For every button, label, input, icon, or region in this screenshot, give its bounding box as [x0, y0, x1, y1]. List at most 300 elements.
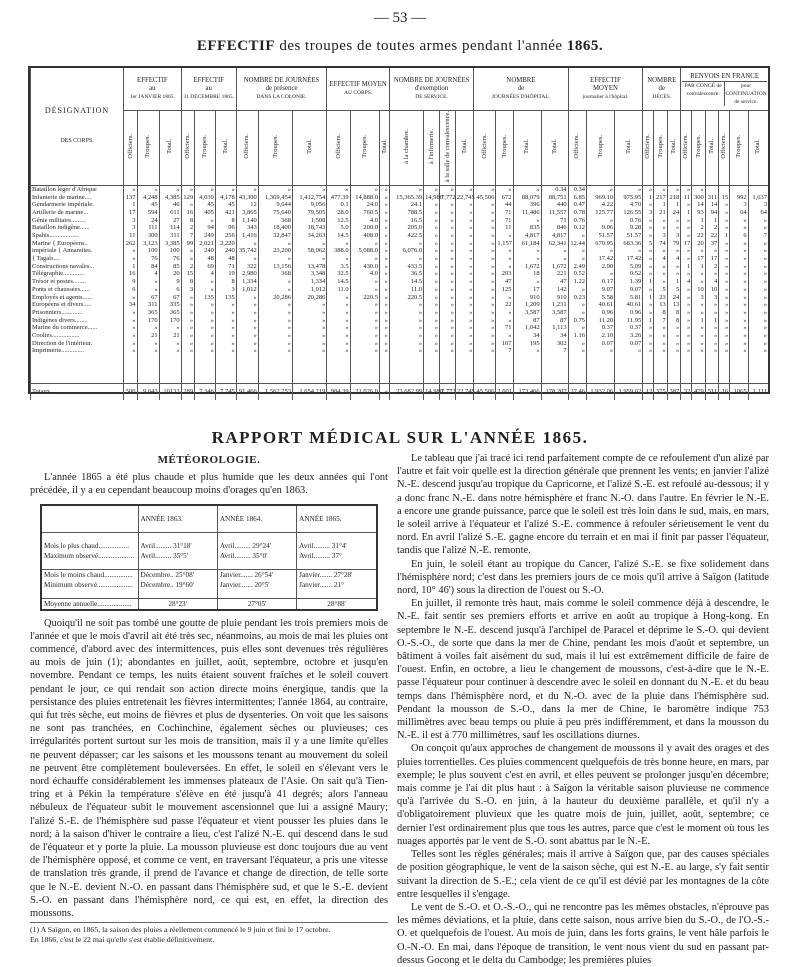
cell: 300: [137, 232, 159, 240]
cell: 511: [705, 384, 718, 401]
cell: 910: [513, 294, 541, 302]
cell: »: [719, 347, 730, 355]
cell: »: [705, 332, 718, 340]
cell: »: [667, 332, 681, 340]
subheader-label: Total.: [460, 139, 468, 155]
cell: 18,743: [293, 224, 327, 232]
cell: »: [124, 332, 137, 340]
cell: »: [455, 324, 473, 332]
cell: »: [730, 294, 748, 302]
cell: »: [424, 247, 440, 255]
cell: 1,157: [497, 239, 512, 247]
cell: »: [705, 270, 718, 278]
cell: 9,056: [293, 201, 327, 209]
cell: Avril......... 31°18': [138, 541, 217, 551]
cell: 396: [513, 201, 541, 209]
cell: 15,365.39: [389, 194, 423, 202]
group-line-2: MOYEN: [592, 85, 618, 92]
cell: 47: [541, 278, 568, 286]
cell: »: [424, 201, 440, 209]
cell: »: [195, 309, 216, 317]
cell: 11: [681, 194, 692, 202]
cell: »: [327, 347, 350, 355]
subheader-label: Troupes.: [694, 135, 702, 158]
cell: 11.20: [586, 317, 614, 325]
cell: 430.0: [350, 263, 379, 271]
cell: [705, 185, 718, 193]
cell: 14.5: [389, 278, 423, 286]
cell: »: [350, 347, 379, 355]
subheader-label: Officiers.: [573, 134, 581, 159]
cell: »: [748, 270, 768, 278]
cell: 220.5: [350, 294, 379, 302]
cell: 1: [667, 278, 681, 286]
cell: 3: [748, 201, 768, 209]
cell: »: [654, 332, 667, 340]
cell: »: [586, 185, 614, 193]
table-row: [31, 332, 769, 340]
row-name: Direction de l'intérieur.: [31, 340, 124, 348]
subheader-troupes: [195, 111, 216, 186]
cell: 3: [215, 286, 236, 294]
cell: »: [541, 255, 568, 263]
cell: »: [380, 324, 390, 332]
cell: »: [124, 309, 137, 317]
cell: 111: [137, 224, 159, 232]
cell: »: [181, 201, 194, 209]
cell: [730, 185, 748, 193]
temp-header-1865: ANNÉE 1865.: [297, 506, 376, 533]
cell: »: [719, 309, 730, 317]
cell: 58,062: [293, 247, 327, 255]
cell: »: [236, 255, 258, 263]
cell: 3,385: [159, 240, 181, 248]
temp-header-1863: ANNÉE 1863.: [138, 506, 217, 533]
subheader-troupes: [137, 111, 159, 186]
row-name: Trésor et postes........: [31, 278, 124, 286]
cell: »: [615, 347, 643, 355]
cell: »: [380, 194, 390, 202]
cell: 64: [748, 209, 768, 217]
cell: 311: [137, 301, 159, 309]
cell: 2: [705, 224, 718, 232]
cell: 992: [730, 194, 748, 202]
subheader-total: [513, 111, 541, 186]
group-line-3: 1er JANVIER 1865.: [129, 94, 175, 100]
cell: »: [380, 286, 390, 294]
cell: 0.12: [568, 224, 586, 232]
cell: 76: [159, 255, 181, 263]
cell: »: [474, 301, 496, 309]
cell: »: [424, 270, 440, 278]
cell: »: [474, 294, 496, 302]
cell: 240: [195, 247, 216, 255]
cell: 85: [159, 263, 181, 271]
row-label: Mois le moins chaud................: [42, 569, 138, 580]
cell: »: [496, 332, 513, 340]
subheader-label: Troupes.: [735, 135, 743, 158]
cell: »: [455, 309, 473, 317]
cell: 1: [692, 217, 705, 225]
cell: »: [424, 232, 440, 240]
cell: »: [380, 217, 390, 225]
subheader-total: [159, 111, 181, 186]
cell: 34: [513, 332, 541, 340]
page-number: — 53 —: [373, 10, 427, 26]
cell: »: [705, 347, 718, 355]
cell: »: [586, 217, 614, 225]
cell: »: [159, 324, 181, 332]
cell: »: [681, 317, 692, 325]
cell: »: [654, 224, 667, 232]
cell: »: [496, 294, 513, 302]
subheader-total: [293, 111, 327, 186]
cell: »: [474, 270, 496, 278]
cell: »: [643, 340, 654, 348]
cell: »: [159, 347, 181, 355]
cell: 5.58: [586, 294, 614, 302]
subheader-label: Total.: [670, 139, 678, 155]
cell: »: [424, 340, 440, 348]
cell: »: [380, 301, 390, 309]
renvois-title: RENVOIS EN FRANCE: [682, 73, 767, 82]
cell: 975.95: [615, 194, 643, 202]
cell: »: [705, 340, 718, 348]
cell: »: [258, 317, 292, 325]
meteorologie-heading: MÉTÉOROLOGIE.: [157, 454, 261, 466]
cell: »: [667, 347, 681, 355]
cell: »: [474, 247, 496, 255]
cell: »: [455, 286, 473, 294]
cell: »: [748, 347, 768, 355]
cell: 1: [124, 201, 137, 209]
cell: »: [181, 294, 194, 302]
cell: 67: [159, 294, 181, 302]
cell: »: [389, 317, 423, 325]
cell: 20: [692, 240, 705, 248]
cell: 40.61: [615, 301, 643, 309]
cell: »: [380, 270, 390, 278]
subheader-total: [667, 111, 681, 186]
subheader-total: [541, 111, 568, 186]
cell: »: [719, 209, 730, 217]
cell: »: [643, 263, 654, 271]
cell: 1: [643, 194, 654, 202]
cell: »: [440, 340, 456, 348]
cell: 1.39: [615, 278, 643, 286]
cell: 107: [496, 340, 513, 348]
table-row: [31, 240, 769, 248]
cell: 13,156: [258, 263, 292, 271]
cell: [719, 185, 730, 193]
table-row: [31, 317, 769, 325]
cell: 4.0: [350, 217, 379, 225]
cell: »: [568, 340, 586, 348]
subheader-label: Officiers.: [481, 134, 489, 159]
cell: 3,587: [541, 309, 568, 317]
cell: 4,385: [159, 194, 181, 202]
cell: 126.55: [615, 209, 643, 217]
cell: »: [440, 286, 456, 294]
cell: 0.47: [568, 201, 586, 209]
cell: 405: [195, 209, 216, 217]
subheader-label: Officiers.: [243, 134, 251, 159]
cell: »: [389, 332, 423, 340]
cell: »: [124, 294, 137, 302]
cell: »: [568, 286, 586, 294]
cell: »: [705, 309, 718, 317]
cell: »: [654, 324, 667, 332]
cell: 129: [181, 194, 194, 202]
cell: 218: [667, 194, 681, 202]
cell: 100: [159, 247, 181, 255]
cell: »: [440, 185, 456, 193]
cell: »: [455, 217, 473, 225]
cell: »: [258, 309, 292, 317]
cell: 1,334: [236, 278, 258, 286]
subheader-troupes: [496, 111, 513, 186]
cell: 8: [654, 309, 667, 317]
cell: 3,587: [513, 309, 541, 317]
cell: »: [615, 247, 643, 255]
group-line-2: de présence: [265, 85, 298, 92]
cell: »: [474, 209, 496, 217]
row-name: Infanterie de marine....: [31, 194, 124, 202]
subheader-label: à l'infirmerie.: [427, 129, 435, 165]
cell: »: [380, 224, 390, 232]
cell: »: [474, 324, 496, 332]
cell: »: [474, 309, 496, 317]
cell: »: [748, 240, 768, 248]
cell: 12.5: [327, 217, 350, 225]
cell: 0.96: [586, 309, 614, 317]
table-row: [31, 384, 769, 401]
cell: 22,745: [456, 193, 475, 201]
cell: »: [181, 347, 194, 355]
cell: 3: [705, 294, 718, 302]
cell: »: [258, 278, 292, 286]
cell: »: [730, 217, 748, 225]
group-line-3: 31 DÉCEMBRE 1865.: [183, 94, 234, 100]
subheader-label: Total.: [754, 139, 762, 155]
cell: »: [195, 332, 216, 340]
cell: »: [643, 255, 654, 263]
cell: 984.39: [327, 384, 350, 401]
cell: »: [568, 324, 586, 332]
cell: 910: [541, 294, 568, 302]
group-line-1: EFFECTIF: [590, 77, 621, 84]
cell: »: [748, 294, 768, 302]
cell: »: [327, 324, 350, 332]
cell: 969.10: [586, 194, 614, 202]
cell: 62,341: [541, 240, 568, 248]
cell: »: [424, 347, 440, 355]
cell: 45,506: [474, 194, 496, 202]
cell: »: [440, 232, 456, 240]
cell: »: [293, 185, 327, 193]
cell: »: [692, 324, 705, 332]
cell: »: [730, 332, 748, 340]
cell: »: [719, 263, 730, 271]
cell: »: [455, 185, 473, 193]
cell: »: [667, 217, 681, 225]
subheader-label: Troupes.: [144, 135, 152, 158]
cell: 422.5: [389, 232, 423, 240]
cell: 17: [705, 255, 718, 263]
cell: »: [327, 255, 350, 263]
cell: 45,506: [474, 384, 496, 401]
cell: 22: [692, 232, 705, 240]
cell: 21,026.0: [350, 384, 379, 401]
cell: »: [455, 347, 473, 355]
subheader-label: Troupes.: [500, 135, 508, 158]
cell: Décembre.. 19°60': [138, 580, 217, 590]
cell: »: [455, 278, 473, 286]
cell: 10: [705, 286, 718, 294]
cell: 114: [159, 224, 181, 232]
table-row: [31, 194, 769, 202]
row-name: Coolies.................: [31, 332, 124, 340]
cell: »: [730, 278, 748, 286]
cell: »: [327, 301, 350, 309]
cell: 205.0: [389, 224, 423, 232]
group-line-1: NOMBRE: [506, 77, 536, 84]
cell: »: [455, 301, 473, 309]
cell: 1,209: [513, 301, 541, 309]
cell: »: [654, 217, 667, 225]
cell: 760.5: [350, 209, 379, 217]
subheader-label: Troupes.: [201, 135, 209, 158]
cell: 17: [692, 255, 705, 263]
cell: »: [380, 340, 390, 348]
cell: »: [474, 286, 496, 294]
cell: »: [455, 224, 473, 232]
cell: 846: [541, 224, 568, 232]
cell: »: [440, 347, 456, 355]
cell: »: [424, 240, 440, 248]
cell: 5.81: [615, 294, 643, 302]
cell: 32,847: [258, 232, 292, 240]
subheader-chambre: [389, 111, 423, 186]
cell: »: [424, 185, 440, 193]
subheader-label: Total.: [523, 139, 531, 155]
cell: 1: [705, 217, 718, 225]
cell: »: [496, 317, 513, 325]
table-row: [42, 569, 376, 580]
cell: 1,412,754: [293, 194, 327, 202]
cell: »: [440, 263, 456, 271]
cell: »: [424, 324, 440, 332]
cell: 1: [719, 232, 730, 240]
cell: »: [681, 309, 692, 317]
cell: 8: [215, 217, 236, 225]
subheader-label: Officiers.: [184, 134, 192, 159]
cell: »: [719, 201, 730, 209]
cell: »: [748, 255, 768, 263]
cell: »: [293, 240, 327, 248]
cell: »: [380, 255, 390, 263]
cell: 5.0: [327, 224, 350, 232]
cell: 94: [195, 224, 216, 232]
group-line-1: EFFECTIF: [137, 77, 168, 84]
cell: 23: [654, 294, 667, 302]
cell: 71: [541, 217, 568, 225]
cell: »: [327, 317, 350, 325]
cell: »: [667, 247, 681, 255]
cell: »: [730, 263, 748, 271]
cell: »: [293, 340, 327, 348]
cell: 75,640: [258, 209, 292, 217]
subheader-total: [380, 111, 390, 186]
cell: »: [748, 340, 768, 348]
cell: 195: [513, 340, 541, 348]
cell: »: [293, 332, 327, 340]
cell: 1: [643, 294, 654, 302]
cell: »: [440, 309, 456, 317]
cell: »: [327, 185, 350, 193]
cell: »: [681, 294, 692, 302]
temperature-table: [40, 504, 378, 611]
cell: »: [236, 240, 258, 248]
cell: 79,505: [293, 209, 327, 217]
group-line-3: JOURNÉES D'HÔPITAL.: [491, 94, 551, 100]
cell: 36.5: [389, 270, 423, 278]
cell: 43,300: [236, 194, 258, 202]
footnote: [30, 922, 388, 944]
cell: 11.0: [327, 286, 350, 294]
cell: »: [654, 247, 667, 255]
cell: 16: [124, 270, 137, 278]
cell: »: [380, 209, 390, 217]
cell: 1: [692, 263, 705, 271]
cell: 1,231: [541, 301, 568, 309]
cell: »: [181, 185, 194, 193]
cell: »: [350, 255, 379, 263]
cell: »: [748, 247, 768, 255]
cell: 0.76: [568, 217, 586, 225]
cell: »: [692, 340, 705, 348]
cell: »: [654, 340, 667, 348]
group-header: [643, 68, 681, 111]
cell: »: [380, 185, 390, 193]
cell: »: [667, 263, 681, 271]
cell: »: [654, 270, 667, 278]
cell: »: [719, 332, 730, 340]
cell: 3: [730, 201, 748, 209]
row-name: Constructions navales...: [31, 263, 124, 271]
cell: 91,466: [236, 384, 258, 401]
cell: 2.90: [586, 263, 614, 271]
cell: »: [455, 270, 473, 278]
cell: »: [643, 185, 654, 193]
cell: »: [748, 324, 768, 332]
subheader-troupes: [730, 111, 748, 186]
cell: »: [389, 347, 423, 355]
cell: »: [474, 340, 496, 348]
cell: 388.0: [327, 247, 350, 255]
cell: 23,682.99: [389, 384, 423, 401]
cell: 10: [692, 286, 705, 294]
cell: »: [424, 294, 440, 302]
cell: 1,369,454: [258, 194, 292, 202]
cell: 1,012: [236, 286, 258, 294]
cell: 0.96: [615, 309, 643, 317]
group-line-2: au: [205, 85, 212, 92]
subheader-troupes: [350, 111, 379, 186]
cell: »: [692, 278, 705, 286]
cell: »: [181, 301, 194, 309]
cell: »: [654, 278, 667, 286]
